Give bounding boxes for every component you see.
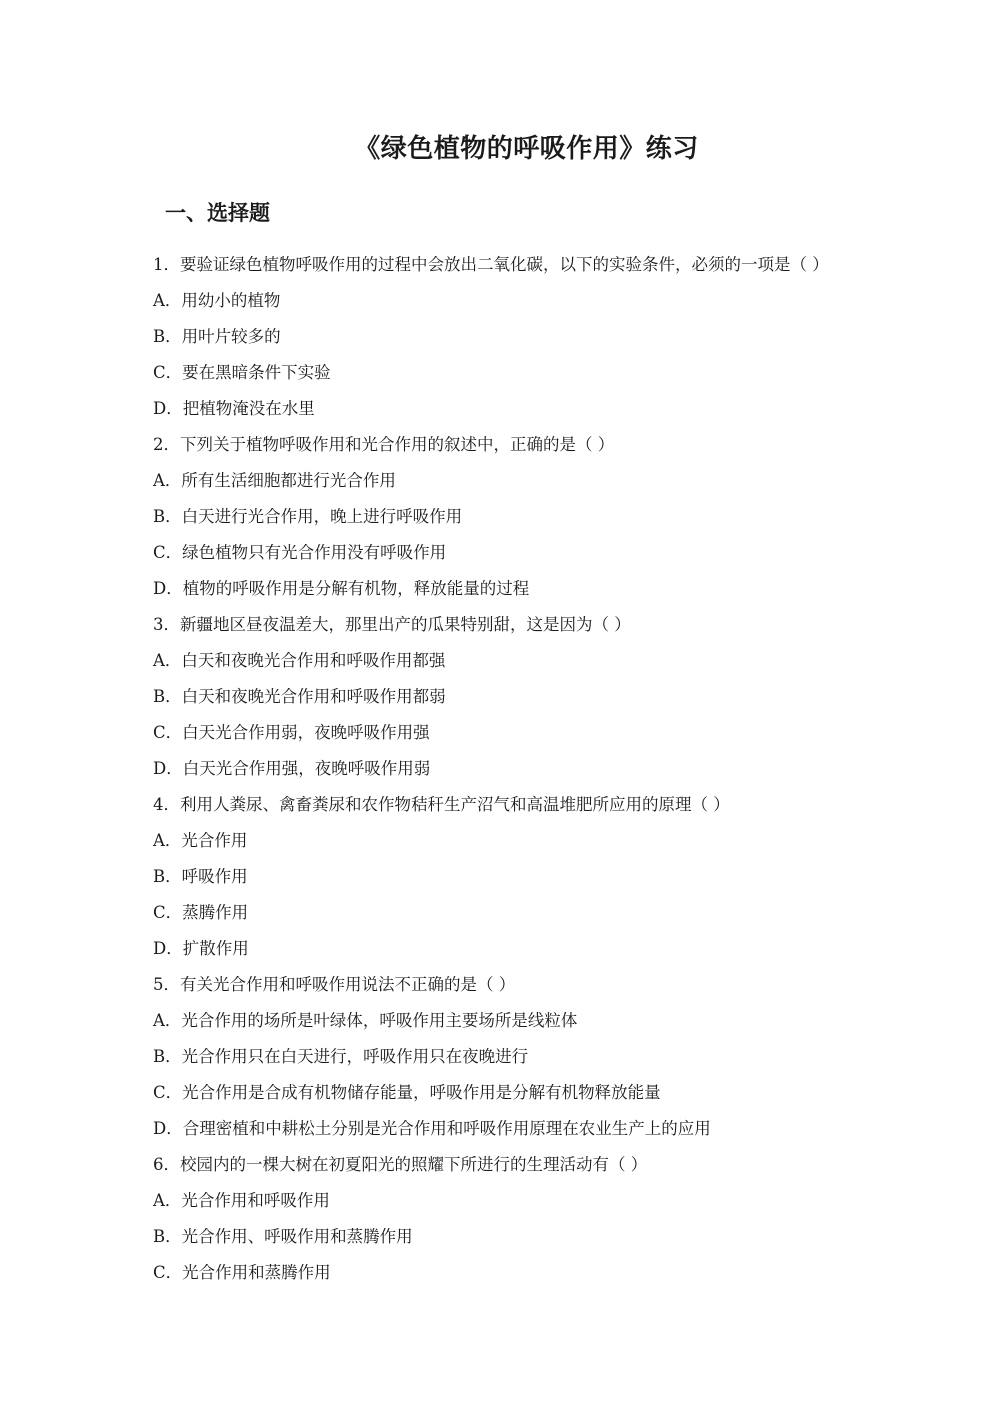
option-line: A．光合作用和呼吸作用 [153, 1191, 330, 1210]
option-line: C．光合作用和蒸腾作用 [153, 1263, 331, 1282]
option-line: C．要在黑暗条件下实验 [153, 363, 331, 382]
option-line: A．光合作用的场所是叶绿体，呼吸作用主要场所是线粒体 [153, 1011, 578, 1030]
option-line: A．光合作用 [153, 831, 248, 850]
option-line: C．蒸腾作用 [153, 903, 249, 922]
question-line: 2．下列关于植物呼吸作用和光合作用的叙述中，正确的是（ ） [153, 435, 615, 454]
option-line: C．绿色植物只有光合作用没有呼吸作用 [153, 543, 447, 562]
question-line: 6．校园内的一棵大树在初夏阳光的照耀下所进行的生理活动有（ ） [153, 1155, 648, 1174]
option-line: B．光合作用、呼吸作用和蒸腾作用 [153, 1227, 413, 1246]
option-line: D．扩散作用 [153, 939, 249, 958]
option-line: B．光合作用只在白天进行，呼吸作用只在夜晚进行 [153, 1047, 529, 1066]
option-line: B．用叶片较多的 [153, 327, 281, 346]
option-line: D．白天光合作用强，夜晚呼吸作用弱 [153, 759, 431, 778]
option-line: A．白天和夜晚光合作用和呼吸作用都强 [153, 651, 446, 670]
option-line: B．白天和夜晚光合作用和呼吸作用都弱 [153, 687, 446, 706]
option-line: D．植物的呼吸作用是分解有机物，释放能量的过程 [153, 579, 530, 598]
page-title: 《绿色植物的呼吸作用》练习 [354, 134, 699, 164]
section-heading: 一、选择题 [165, 200, 270, 225]
question-list [153, 253, 829, 1297]
option-line: B．白天进行光合作用，晚上进行呼吸作用 [153, 507, 463, 526]
option-line: C．白天光合作用弱，夜晚呼吸作用强 [153, 723, 430, 742]
option-line: A．用幼小的植物 [153, 291, 281, 310]
option-line: B．呼吸作用 [153, 867, 248, 886]
question-line: 3．新疆地区昼夜温差大，那里出产的瓜果特别甜，这是因为（ ） [153, 615, 631, 634]
question-line: 4．利用人粪尿、禽畜粪尿和农作物秸秆生产沼气和高温堆肥所应用的原理（ ） [153, 795, 730, 814]
option-line: A．所有生活细胞都进行光合作用 [153, 471, 396, 490]
question-line: 1．要验证绿色植物呼吸作用的过程中会放出二氧化碳，以下的实验条件，必须的一项是（ ） [153, 255, 829, 274]
option-line: C．光合作用是合成有机物储存能量，呼吸作用是分解有机物释放能量 [153, 1083, 661, 1102]
option-line: D．把植物淹没在水里 [153, 399, 315, 418]
option-line: D．合理密植和中耕松土分别是光合作用和呼吸作用原理在农业生产上的应用 [153, 1119, 711, 1138]
question-line: 5．有关光合作用和呼吸作用说法不正确的是（ ） [153, 975, 516, 994]
